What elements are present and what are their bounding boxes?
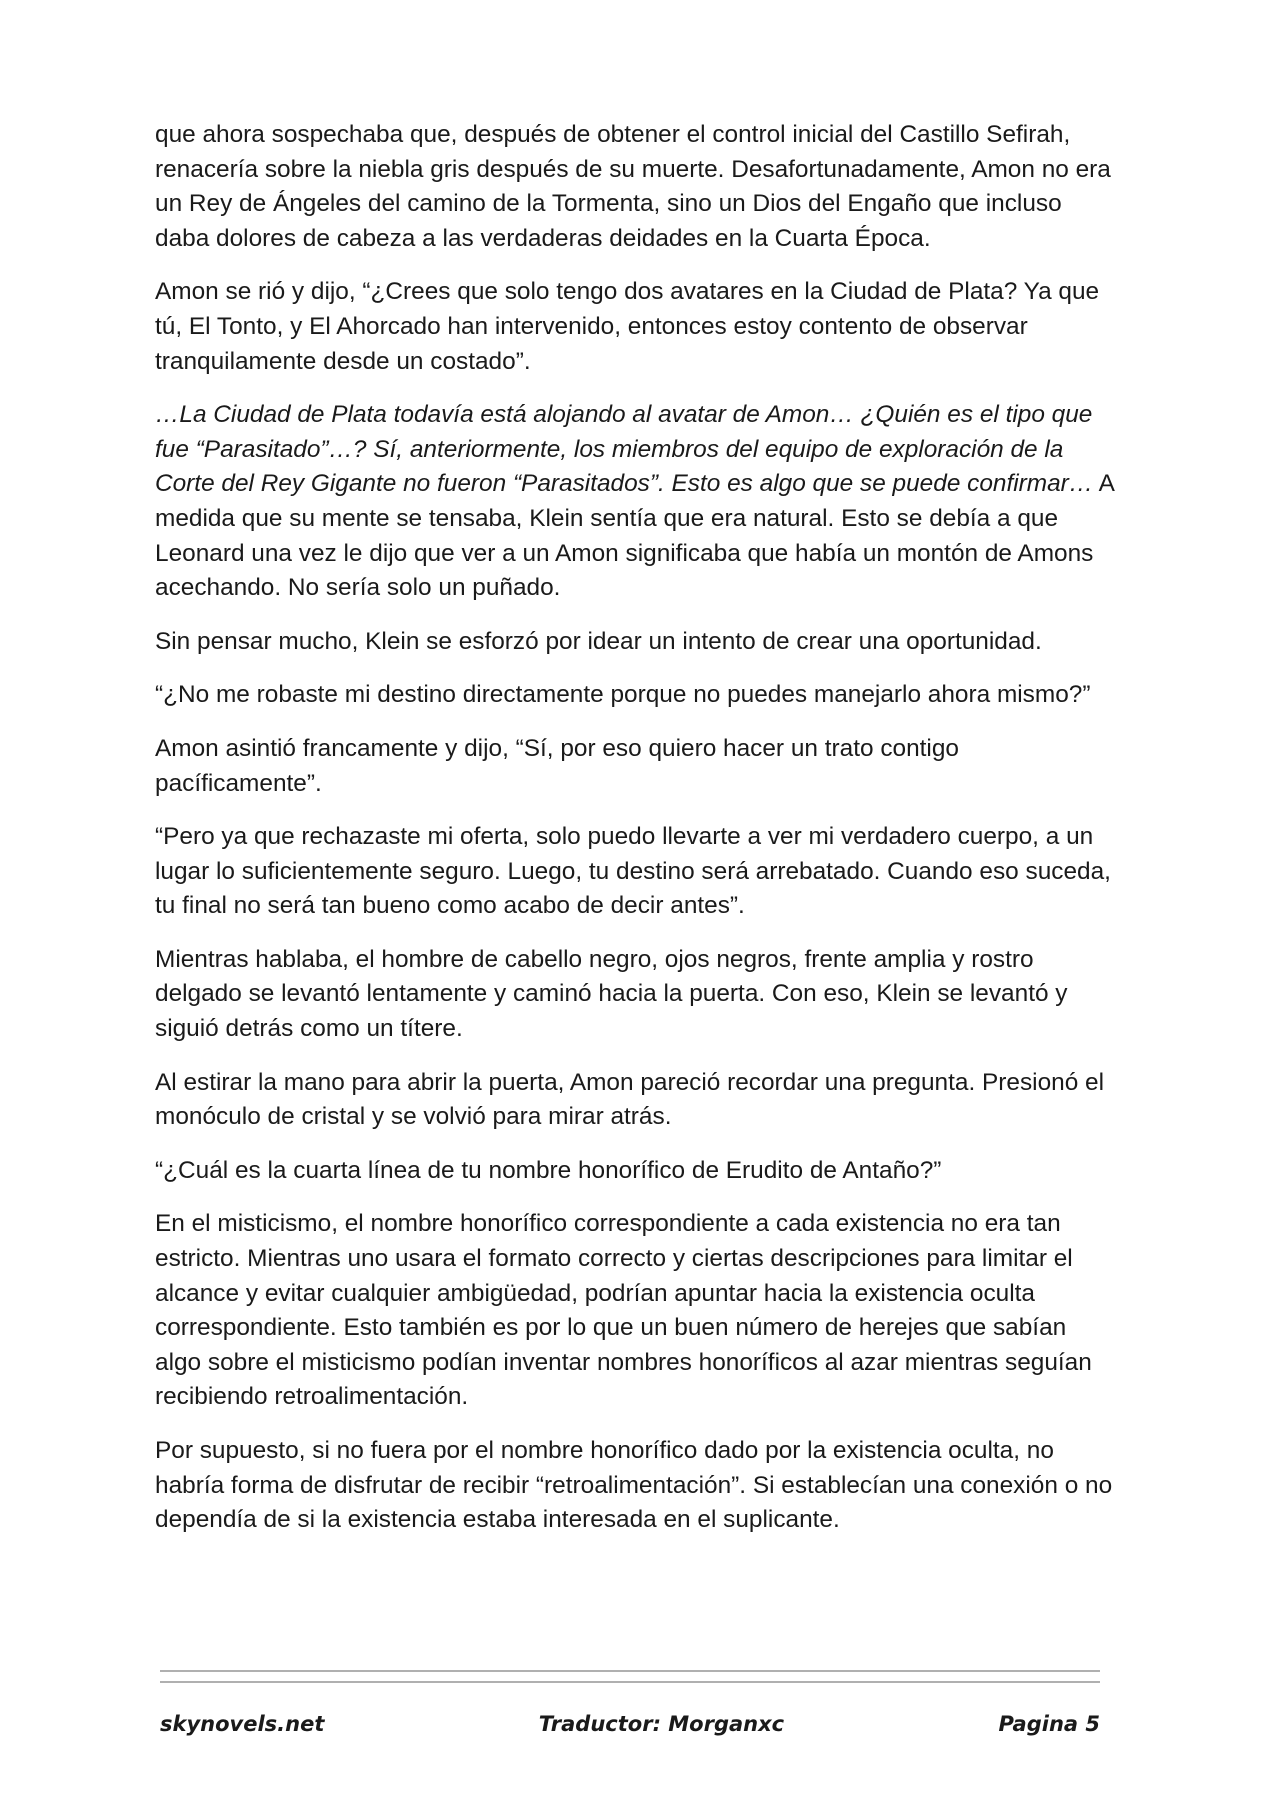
paragraph-6 [155,732,1115,801]
footer-rule-bottom [160,1681,1100,1683]
paragraph-3 [155,398,1115,606]
paragraph-6-text: Amon asintió francamente y dijo, “Sí, por eso quiero hacer un trato contigo pacíficamente”. [155,734,959,797]
paragraph-10 [155,1154,1115,1189]
paragraph-12-text: Por supuesto, si no fuera por el nombre honorífico dado por la existencia oculta, no habría forma de disfrutar de recibir “retroalimentación”. Si establecían una conexión o no dependía de si la existencia estaba interesada en el suplicante. [155,1437,1113,1534]
paragraph-9-text: Al estirar la mano para abrir la puerta, Amon pareció recordar una pregunta. Presionó el monóculo de cristal y se volvió para mirar atrás. [155,1068,1105,1131]
paragraph-4-text: Sin pensar mucho, Klein se esforzó por idear un intento de crear una oportunidad. [155,627,1042,655]
paragraph-7 [155,820,1115,924]
page-footer [160,1712,1100,1736]
paragraph-10-text: “¿Cuál es la cuarta línea de tu nombre honorífico de Erudito de Antaño?” [155,1156,942,1184]
paragraph-7-text: “Pero ya que rechazaste mi oferta, solo puedo llevarte a ver mi verdadero cuerpo, a un lugar lo suficientemente seguro. Luego, tu destino será arrebatado. Cuando eso suceda, tu final no será tan bueno como acabo de decir antes”. [155,823,1111,920]
paragraph-11-text: En el misticismo, el nombre honorífico correspondiente a cada existencia no era tan estricto. Mientras uno usara el formato correcto y ciertas descripciones para limitar el alcance y evitar cualquier ambigüedad, podrían apuntar hacia la existencia oculta correspondiente. Esto también es por lo que un buen número de herejes que sabían algo sobre el misticismo podían inventar nombres honoríficos al azar mientras seguían recibiendo retroalimentación. [155,1210,1092,1411]
document-body [155,118,1115,1557]
paragraph-5-text: “¿No me robaste mi destino directamente porque no puedes manejarlo ahora mismo?” [155,681,1091,709]
paragraph-11 [155,1207,1115,1415]
paragraph-2-text: Amon se rió y dijo, “¿Crees que solo tengo dos avatares en la Ciudad de Plata? Ya que tú, El Tonto, y El Ahorcado han intervenido, entonces estoy contento de observar tranquilamente desde un costado”. [155,278,1100,375]
paragraph-1 [155,118,1115,256]
footer-site: skynovels.net [160,1712,325,1736]
paragraph-8 [155,943,1115,1047]
paragraph-5 [155,678,1115,713]
paragraph-2 [155,275,1115,379]
footer-divider [160,1670,1100,1683]
paragraph-1-text: que ahora sospechaba que, después de obtener el control inicial del Castillo Sefirah, renacería sobre la niebla gris después de su muerte. Desafortunadamente, Amon no era un Rey de Ángeles del camino de la Tormenta, sino un Dios del Engaño que incluso daba dolores de cabeza a las verdaderas deidades en la Cuarta Época. [155,121,1111,252]
footer-translator: Traductor: Morganxc [538,1712,785,1736]
paragraph-3-text: A medida que su mente se tensaba, Klein sentía que era natural. Esto se debía a que Leonard una vez le dijo que ver a un Amon significaba que había un montón de Amons acechando. No sería solo un puñado. [155,470,1114,602]
paragraph-9 [155,1066,1115,1135]
paragraph-3-italic-thoughts: …La Ciudad de Plata todavía está alojando al avatar de Amon… ¿Quién es el tipo que fue “Parasitado”…? Sí, anteriormente, los miembros del equipo de exploración de la Corte del Rey Gigante no fueron “Parasitados”. Esto es algo que se puede confirmar… [155,401,1094,498]
paragraph-4 [155,625,1115,660]
paragraph-8-text: Mientras hablaba, el hombre de cabello negro, ojos negros, frente amplia y rostro delgado se levantó lentamente y caminó hacia la puerta. Con eso, Klein se levantó y siguió detrás como un títere. [155,945,1068,1043]
footer-page-number: Pagina 5 [998,1712,1100,1736]
footer-rule-top [160,1670,1100,1672]
paragraph-12 [155,1434,1115,1538]
